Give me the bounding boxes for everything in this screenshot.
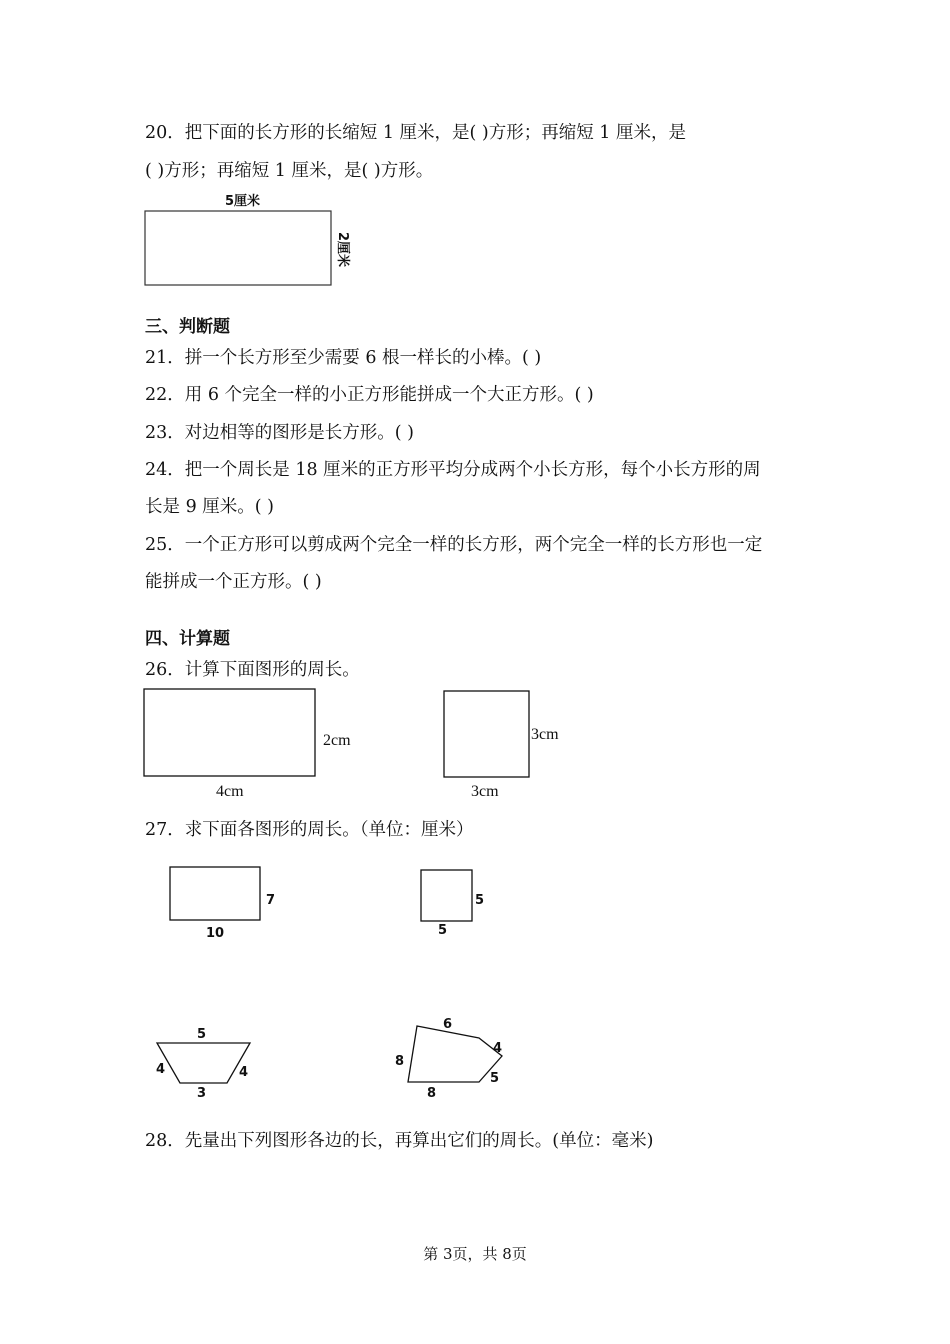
q27-trap-top-label: 5 [197, 1027, 207, 1042]
q24-line-2: 长是 9 厘米。( ) [145, 497, 274, 517]
q20-line-1: 20．把下面的长方形的长缩短 1 厘米，是( )方形；再缩短 1 厘米，是 [145, 123, 687, 143]
q27-square-bottom-label: 5 [438, 923, 448, 938]
q20-rectangle-figure [140, 188, 360, 293]
q27-rect-bottom-label: 10 [206, 926, 225, 941]
q27-text: 27．求下面各图形的周长。（单位：厘米） [145, 820, 474, 840]
q26-square-bottom-label: 3cm [471, 783, 499, 800]
q27-pent-bottom-label: 8 [427, 1086, 437, 1101]
section-3-heading: 三、判断题 [145, 317, 230, 337]
q27-square [421, 870, 472, 921]
q27-rect-side-label: 7 [266, 893, 276, 908]
q27-trapezoid [157, 1043, 250, 1083]
q26-text: 26．计算下面图形的周长。 [145, 660, 360, 680]
q26-figures [140, 684, 580, 804]
page-footer: 第 3页，共 8页 [423, 1245, 527, 1263]
q27-trap-left-label: 4 [156, 1062, 166, 1077]
q27-pentagon [408, 1026, 502, 1082]
q27-trap-bottom-label: 3 [197, 1086, 207, 1101]
q24-line-1: 24．把一个周长是 18 厘米的正方形平均分成两个小长方形，每个小长方形的周 [145, 460, 761, 480]
q27-trap-right-label: 4 [239, 1065, 249, 1080]
q25-line-1: 25．一个正方形可以剪成两个完全一样的长方形，两个完全一样的长方形也一定 [145, 535, 763, 555]
q26-rectangle [144, 689, 315, 776]
q26-square [444, 691, 529, 777]
q27-pent-top-label: 6 [443, 1017, 453, 1032]
q23-text: 23．对边相等的图形是长方形。( ) [145, 423, 414, 443]
q27-figures [140, 856, 540, 1106]
q27-pent-lower-right-label: 5 [490, 1071, 500, 1086]
q27-square-side-label: 5 [475, 893, 485, 908]
q27-pent-upper-right-label: 4 [493, 1041, 503, 1056]
q20-line-2: ( )方形；再缩短 1 厘米，是( )方形。 [145, 161, 434, 181]
q25-line-2: 能拼成一个正方形。( ) [145, 572, 322, 592]
q21-text: 21．拼一个长方形至少需要 6 根一样长的小棒。( ) [145, 348, 542, 368]
section-4-heading: 四、计算题 [145, 629, 230, 649]
q26-square-side-label: 3cm [531, 726, 559, 743]
q26-rect-length-label: 4cm [216, 783, 244, 800]
q26-rect-width-label: 2cm [323, 732, 351, 749]
q28-text: 28．先量出下列图形各边的长，再算出它们的周长。(单位：毫米) [145, 1131, 654, 1151]
q20-length-label: 5厘米 [225, 194, 261, 209]
q22-text: 22．用 6 个完全一样的小正方形能拼成一个大正方形。( ) [145, 385, 594, 405]
q27-rectangle [170, 867, 260, 920]
q20-width-label: 2厘米 [335, 232, 350, 268]
q27-pent-left-label: 8 [395, 1054, 405, 1069]
